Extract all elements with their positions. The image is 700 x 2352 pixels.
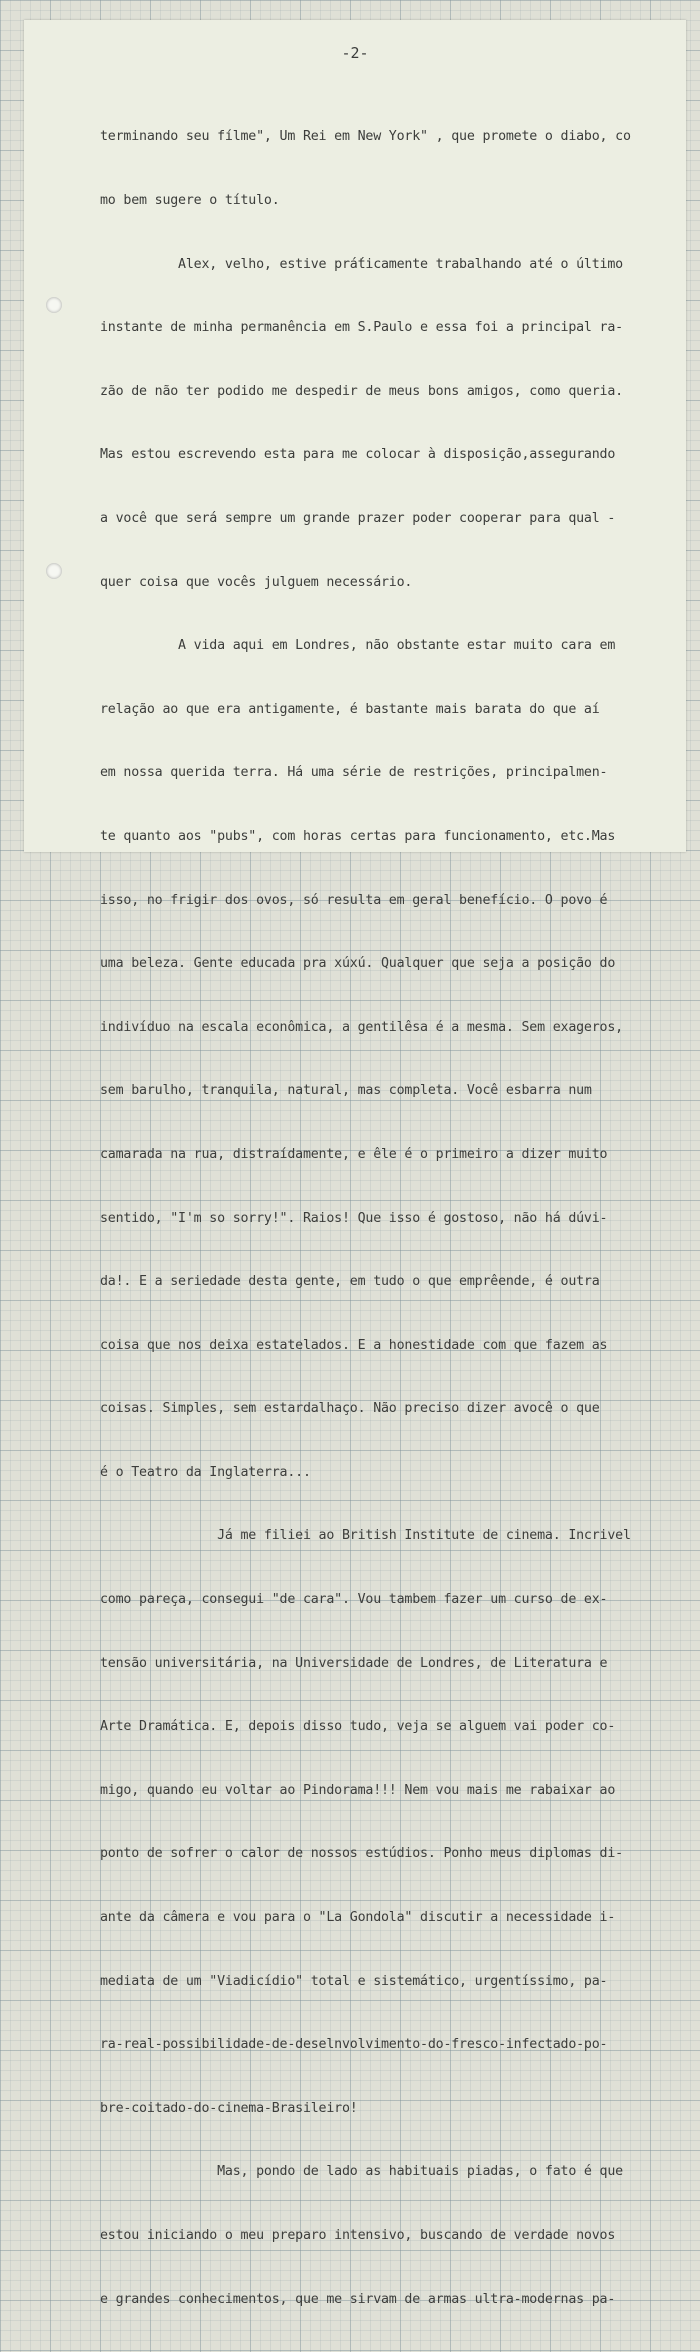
- letter-page: [24, 20, 686, 2307]
- text-line: sem barulho, tranquila, natural, mas completa. Você esbarra num: [100, 1083, 592, 1099]
- text-line: Arte Dramática. E, depois disso tudo, veja se alguem vai poder co-: [100, 1719, 616, 1735]
- text-line: é o Teatro da Inglaterra...: [100, 1464, 311, 1480]
- text-line: coisas. Simples, sem estardalhaço. Não preciso dizer avocê o que: [100, 1401, 600, 1417]
- text-line: ante da câmera e vou para o "La Gondola" discutir a necessidade i-: [100, 1910, 616, 1926]
- text-line: zão de não ter podido me despedir de meus bons amigos, como queria.: [100, 383, 623, 399]
- text-line: migo, quando eu voltar ao Pindorama!!! Nem vou mais me rabaixar ao: [100, 1782, 616, 1798]
- text-line: bre-coitado-do-cinema-Brasileiro!: [100, 2100, 358, 2116]
- text-line: quer coisa que vocês julguem necessário.: [100, 574, 413, 590]
- letter-body: [100, 84, 680, 2352]
- text-line: da!. E a seriedade desta gente, em tudo o que emprêende, é outra: [100, 1274, 600, 1290]
- text-line: sentido, "I'm so sorry!". Raios! Que isso é gostoso, não há dúvi-: [100, 1210, 608, 1226]
- text-line: isso, no frigir dos ovos, só resulta em geral benefício. O povo é: [100, 892, 608, 908]
- text-line: ra-real-possibilidade-de-deselnvolvimento-do-fresco-infectado-po-: [100, 2037, 608, 2053]
- text-line: A vida aqui em Londres, não obstante estar muito cara em: [100, 638, 616, 654]
- text-line: e grandes conhecimentos, que me sirvam de armas ultra-modernas pa-: [100, 2291, 616, 2307]
- text-line: Alex, velho, estive prá́ticamente trabalhando até o último: [100, 256, 623, 272]
- text-line: mediata de um "Viadicídio" total e sistemático, urgentíssimo, pa-: [100, 1973, 608, 1989]
- text-line: Já me filiei ao British Institute de cinema. Incrivel: [100, 1528, 631, 1544]
- text-line: tensão universitária, na Universidade de Londres, de Literatura e: [100, 1655, 608, 1671]
- text-line: como pareça, consegui "de cara". Vou tambem fazer um curso de ex-: [100, 1592, 608, 1608]
- punch-hole-bottom: [46, 563, 62, 579]
- text-line: em nossa querida terra. Há uma série de restrições, principalmen-: [100, 765, 608, 781]
- text-line: Mas estou escrevendo esta para me colocar à disposição,assegurando: [100, 447, 616, 463]
- text-line: relação ao que era antigamente, é bastante mais barata do que aí: [100, 701, 600, 717]
- text-line: te quanto aos "pubs", com horas certas para funcionamento, etc.Mas: [100, 828, 616, 844]
- text-line: coisa que nos deixa estatelados. E a honestidade com que fazem as: [100, 1337, 608, 1353]
- text-line: Mas, pondo de lado as habituais piadas, o fato é que: [100, 2164, 623, 2180]
- text-line: terminando seu fílme", Um Rei em New York" , que promete o diabo, co: [100, 129, 631, 145]
- text-line: mo bem sugere o título.: [100, 193, 280, 208]
- text-line: indivíduo na escala econômica, a gentilêsa é a mesma. Sem exageros,: [100, 1019, 623, 1035]
- text-line: a você que será sempre um grande prazer poder cooperar para qual -: [100, 510, 616, 526]
- text-line: camarada na rua, distraídamente, e êle é o primeiro a dizer muito: [100, 1146, 608, 1162]
- text-line: uma beleza. Gente educada pra xúxú. Qualquer que seja a posição do: [100, 956, 616, 972]
- page-number: -2-: [341, 44, 369, 62]
- text-line: estou iniciando o meu preparo intensivo, buscando de verdade novos: [100, 2228, 616, 2243]
- text-line: instante de minha permanência em S.Paulo e essa foi a principal ra-: [100, 320, 623, 336]
- text-line: ponto de sofrer o calor de nossos estúdios. Ponho meus diplomas di-: [100, 1846, 623, 1862]
- punch-hole-top: [46, 297, 62, 313]
